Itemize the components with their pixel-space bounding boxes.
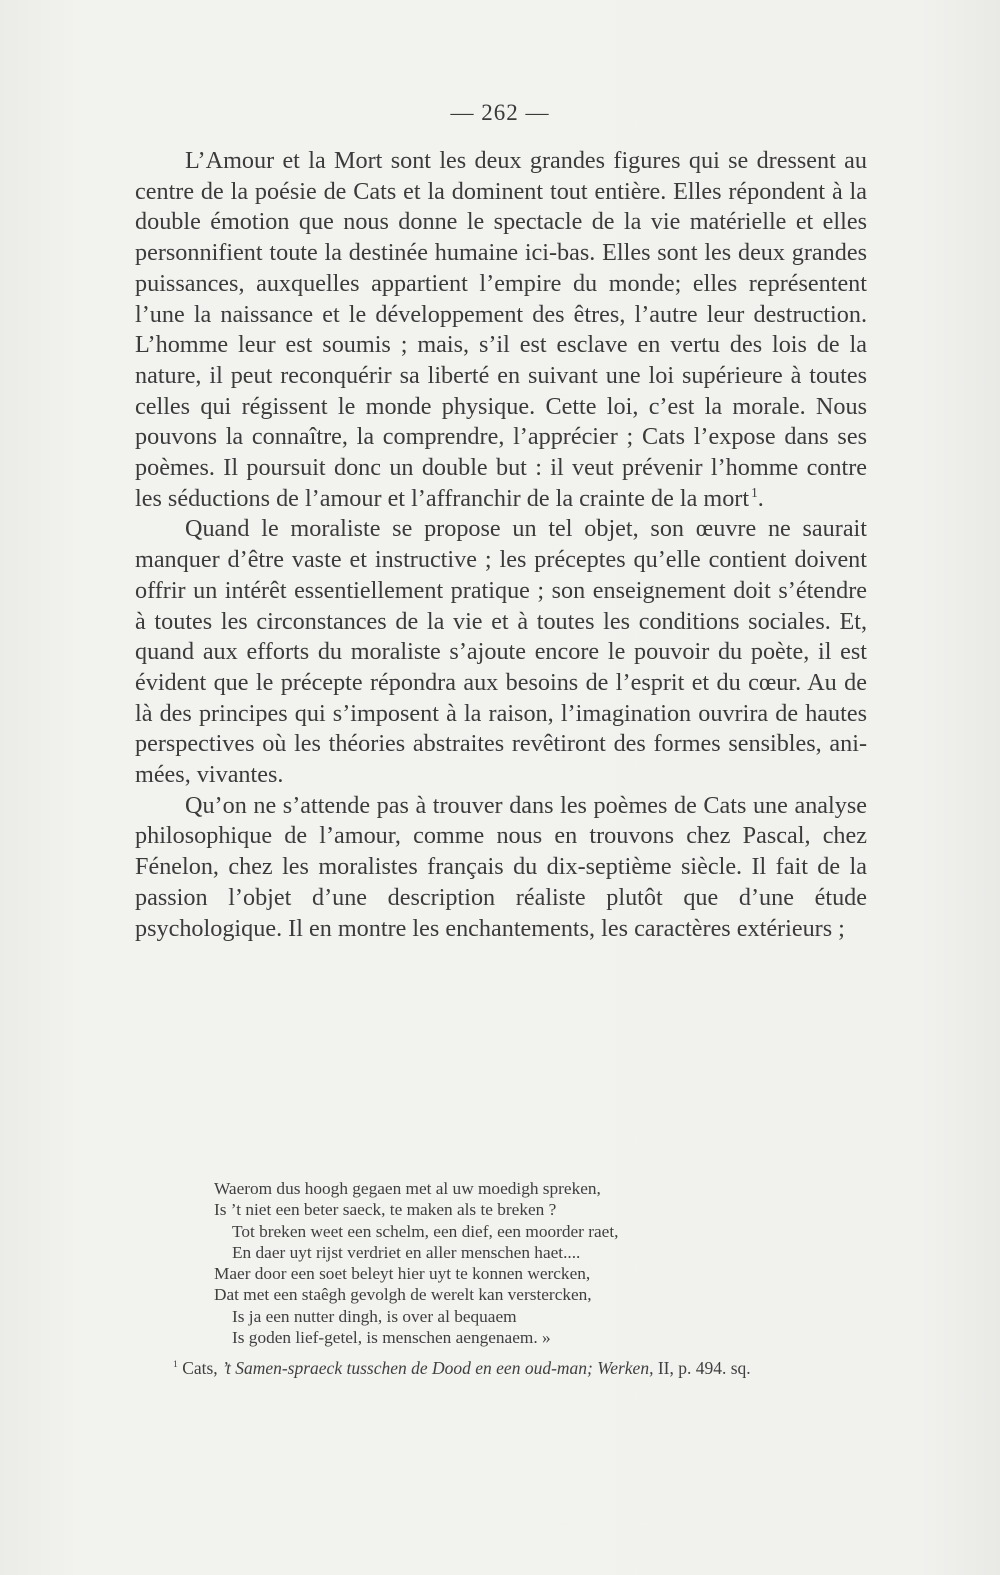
verse-line: Is goden lief-getel, is menschen aengenaem. » [232, 1328, 551, 1348]
footnote-ref: II, p. 494. sq. [653, 1358, 751, 1378]
verse-line: Is ja een nutter dingh, is over al bequaem [232, 1306, 517, 1326]
footnote-title: ’t Samen-spraeck tusschen de Dood en een oud-man; Werken, [222, 1358, 654, 1378]
verse-line: Tot breken weet een schelm, een dief, een moorder raet, [232, 1221, 619, 1241]
verse-line: En daer uyt rijst verdriet en aller menschen haet.... [232, 1242, 581, 1262]
verse-line: Waerom dus hoogh gegaen met al uw moedigh spreken, [214, 1179, 601, 1198]
paragraph-2: Quand le moraliste se propose un tel objet, son œuvre ne saurait manquer d’être vaste et instructive ; les préceptes qu’elle contient doivent offrir un intérêt essentiellement pratique ; son enseignement doit s’étendre à toutes les circonstances de la vie et à toutes les conditions sociales. Et, quand aux efforts du moraliste s’ajoute encore le pouvoir du poète, il est évident que le précepte répondra aux besoins de l’esprit et du cœur. Au de là des principes qui s’imposent à la raison, l’imagination ouvrira de hautes perspectives où les théories abstraites revêtiront des formes sensibles, animées, vivantes. [135, 515, 867, 789]
paragraph-3: Qu’on ne s’attende pas à trouver dans les poèmes de Cats une analyse philosophique de l’amour, comme nous en trouvons chez Pascal, chez Fénelon, chez les moralistes français du dix-septième siècle. Il fait de la passion l’objet d’une description réaliste plutôt que d’une étude psychologique. Il en montre les enchantements, les caractères extérieurs ; [135, 791, 867, 942]
verse-line: Dat met een staêgh gevolgh de werelt kan verstercken, [214, 1285, 592, 1305]
page-number: — 262 — [450, 100, 550, 125]
body-text [135, 146, 867, 944]
footnote-author: Cats, [182, 1358, 223, 1378]
footnote [135, 1358, 867, 1380]
footnote-reference: 1 [751, 484, 758, 500]
footnote-marker: 1 [173, 1359, 178, 1371]
verse-line: Is ’t niet een beter saeck, te maken als te breken ? [214, 1200, 557, 1220]
paragraph-1-text: L’Amour et la Mort sont les deux grandes figures qui se dressent au centre de la poésie de Cats et la dominent tout entière. Elles répondent à la double émotion que nous donne le spectacle de la vie matérielle et elles personnifient toute la destinée humaine ici-bas. Elles sont les deux grandes puissances, auxquelles appartient l’empire du monde; elles représentent l’une la naissance et le développement des êtres, l’autre leur destruction. L’homme leur est soumis ; mais, s’il est esclave en vertu des lois de la nature, il peut reconquérir sa liberté en suivant une loi supérieure à toutes celles qui régissent le monde physique. Cette loi, c’est la morale. Nous pouvons la connaître, la comprendre, l’apprécier ; Cats l’expose dans ses poèmes. Il poursuit donc un double but : il veut prévenir l’homme contre les séductions de l’amour et l’affranchir de la crainte de la mort [135, 147, 867, 512]
verse-line: Maer door een soet beleyt hier uyt te konnen wercken, [214, 1264, 591, 1284]
paragraph-1-end: . [757, 484, 764, 512]
paragraph-1 [135, 146, 867, 514]
verse-quotation [214, 1178, 854, 1348]
